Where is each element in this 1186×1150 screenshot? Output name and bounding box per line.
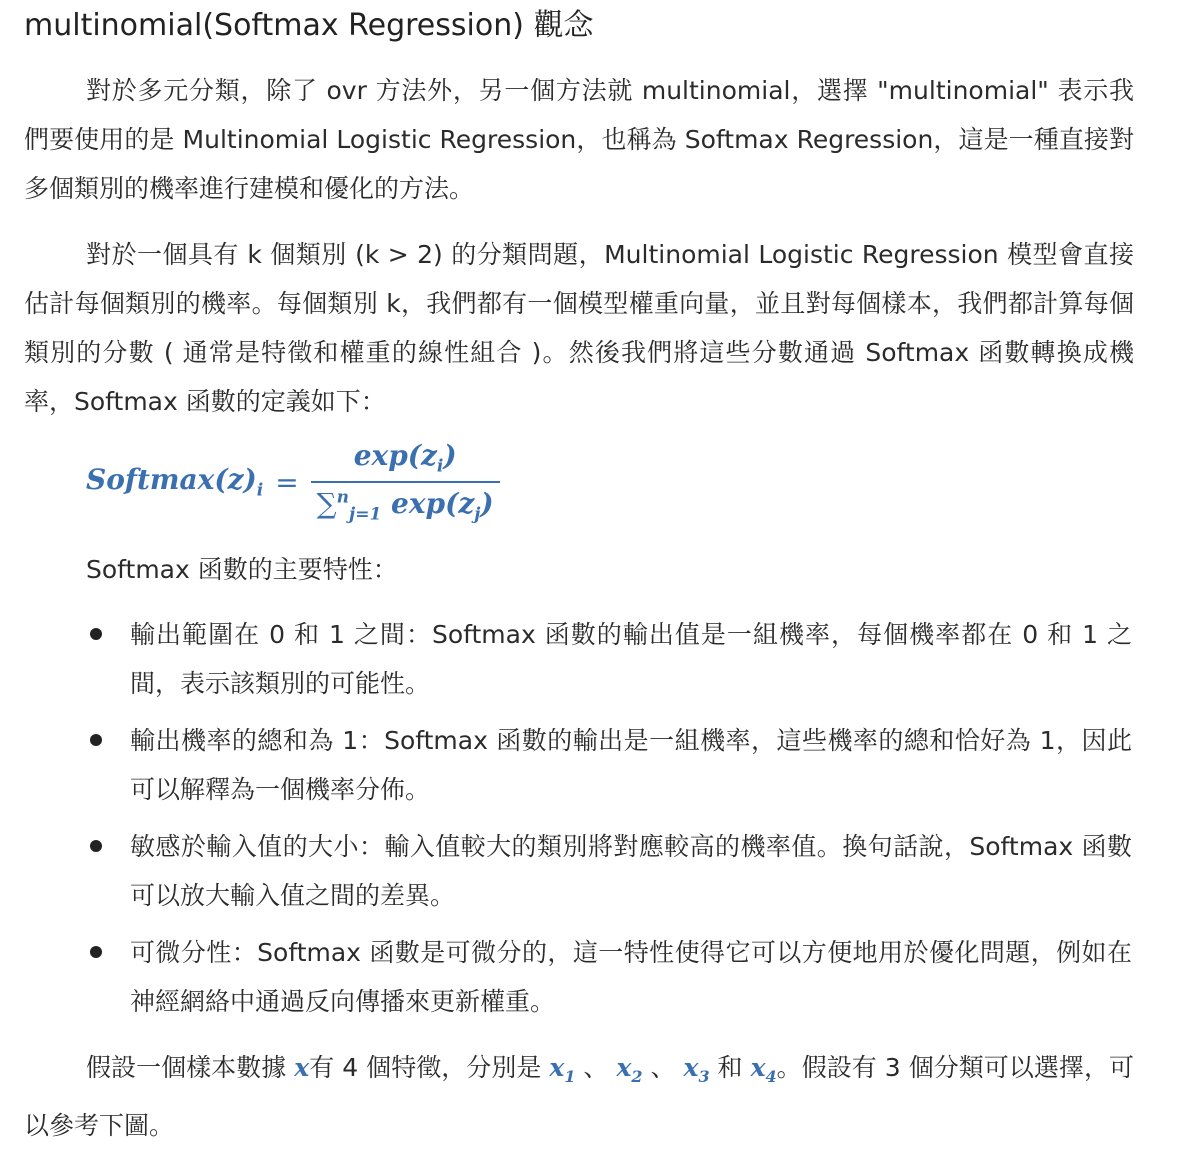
list-item	[88, 610, 1132, 708]
bullet-icon	[90, 946, 102, 958]
math-var-x: x	[294, 1053, 310, 1082]
formula-equals: =	[275, 465, 299, 499]
math-var-x2: $x_2$	[616, 1053, 643, 1086]
list-item-text: 敏感於輸入值的大小：輸入值較大的類別將對應較高的機率值。換句話說，Softmax 函數可以放大輸入值之間的差異。	[130, 832, 1132, 910]
properties-list	[88, 610, 1132, 1034]
bullet-icon	[90, 734, 102, 746]
formula-fraction	[311, 439, 500, 524]
list-item-text: 輸出機率的總和為 1：Softmax 函數的輸出是一組機率，這些機率的總和恰好為 1，因此可以解釋為一個機率分佈。	[130, 726, 1132, 804]
intro-paragraph: 對於多元分類，除了 ovr 方法外，另一個方法就 multinomial，選擇 "multinomial" 表示我們要使用的是 Multinomial Logistic Regression，也稱為 Softmax Regression，這是一種直接對多個類別的機率進行建模和優化的方法。	[24, 76, 1134, 203]
formula-lhs: $Softmax(z)_i$	[86, 463, 264, 501]
math-var-x3: $x_3$	[683, 1053, 710, 1086]
page-title: multinomial(Softmax Regression) 觀念	[24, 8, 594, 43]
math-var-x1: $x_1$	[549, 1053, 576, 1086]
properties-heading: Softmax 函數的主要特性：	[86, 555, 398, 584]
list-item-text: 輸出範圍在 0 和 1 之間：Softmax 函數的輸出值是一組機率，每個機率都在 0 和 1 之間，表示該類別的可能性。	[130, 620, 1132, 698]
softmax-formula	[86, 432, 500, 532]
list-item-text: 可微分性：Softmax 函數是可微分的，這一特性使得它可以方便地用於優化問題，例如在神經網絡中通過反向傳播來更新權重。	[130, 938, 1132, 1016]
formula-numerator: $\exp(z_i)$	[353, 439, 457, 477]
model-paragraph: 對於一個具有 k 個類別 (k > 2) 的分類問題，Multinomial Logistic Regression 模型會直接估計每個類別的機率。每個類別 k，我們都有一個模型權重向量，並且對每個樣本，我們都計算每個類別的分數 ( 通常是特徵和權重的線性組合 )。然後我們將這些分數通過 Softmax 函數轉換成機率，Softmax 函數的定義如下：	[24, 240, 1134, 416]
example-paragraph: 假設一個樣本數據 x有 4 個特徵，分別是 $x_1$ 、 $x_2$ 、 $x_3$ 和 $x_4$。假設有 3 個分類可以選擇，可以參考下圖。	[24, 1053, 1134, 1140]
list-item	[88, 928, 1132, 1026]
bullet-icon	[90, 628, 102, 640]
formula-denominator: ∑$^n_{j=1}$ $\exp(z_j)$	[316, 487, 494, 525]
bullet-icon	[90, 840, 102, 852]
list-item	[88, 822, 1132, 920]
math-var-x4: $x_4$	[750, 1053, 777, 1086]
list-item	[88, 716, 1132, 814]
